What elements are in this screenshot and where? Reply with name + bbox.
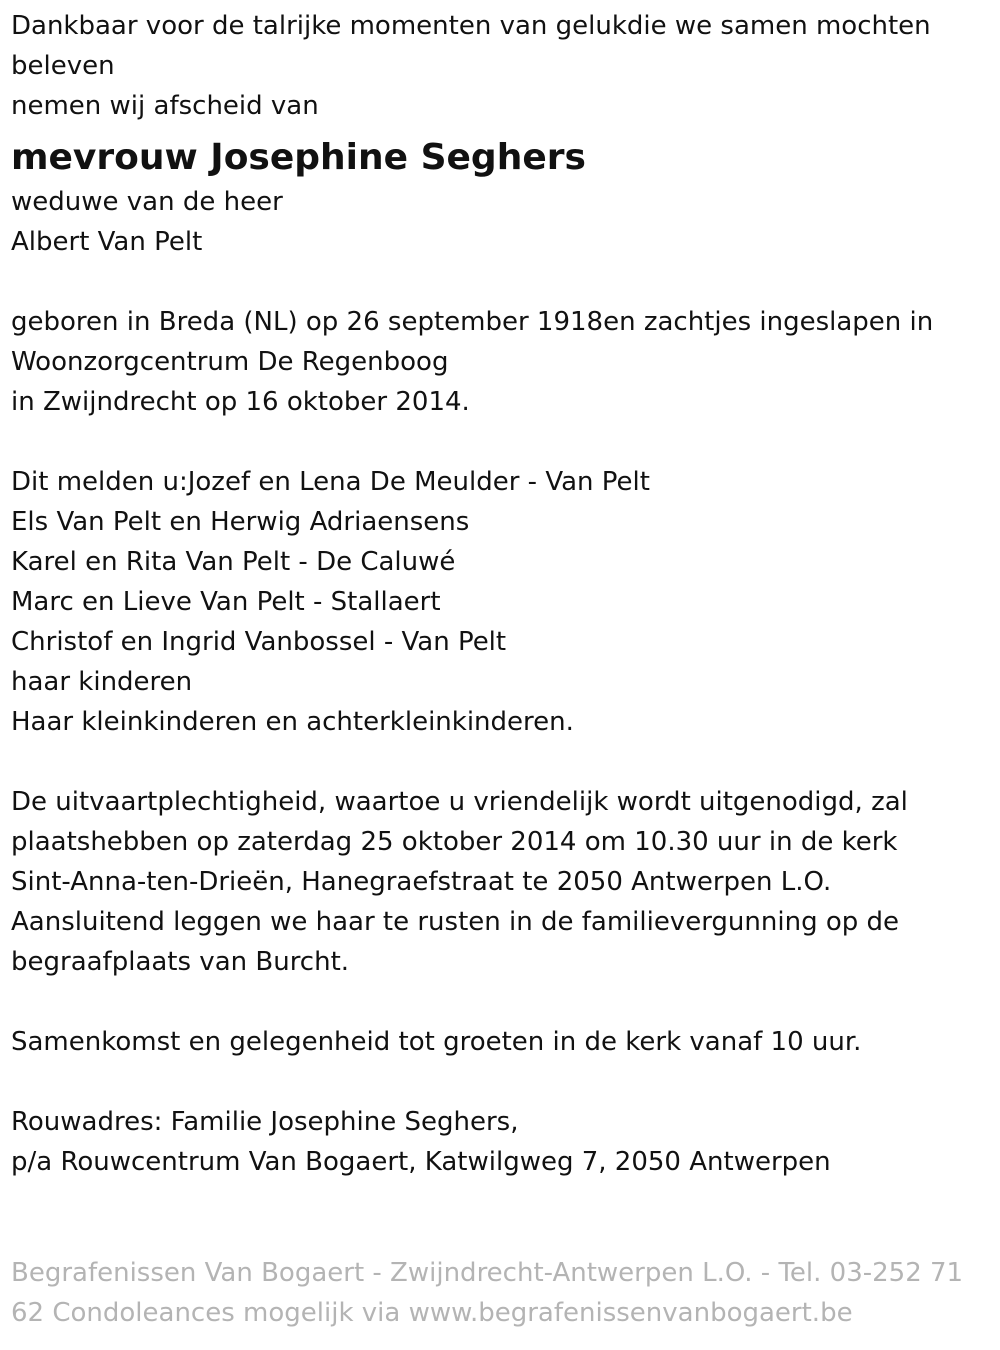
family-line: haar kinderen (11, 667, 193, 697)
gathering-section (11, 1022, 986, 1062)
footer-line: Begrafenissen Van Bogaert - Zwijndrecht-Antwerpen L.O. - Tel. 03-252 71 (11, 1258, 964, 1288)
gathering-line: Samenkomst en gelegenheid tot groeten in de kerk vanaf 10 uur. (11, 1027, 862, 1057)
ceremony-line: De uitvaartplechtigheid, waartoe u vriendelijk wordt uitgenodigd, zal (11, 787, 908, 817)
intro-line: Dankbaar voor de talrijke momenten van gelukdie we samen mochten (11, 11, 931, 41)
family-line: Karel en Rita Van Pelt - De Caluwé (11, 547, 456, 577)
family-line: Haar kleinkinderen en achterkleinkinderen. (11, 707, 574, 737)
ceremony-line: begraafplaats van Burcht. (11, 947, 350, 977)
ceremony-line: plaatshebben op zaterdag 25 oktober 2014 om 10.30 uur in de kerk (11, 827, 898, 857)
ceremony-line: Sint-Anna-ten-Drieën, Hanegraefstraat te 2050 Antwerpen L.O. (11, 867, 832, 897)
spacer (11, 1062, 986, 1102)
family-line: Marc en Lieve Van Pelt - Stallaert (11, 587, 441, 617)
birth-death-line: geboren in Breda (NL) op 26 september 1918en zachtjes ingeslapen in (11, 307, 934, 337)
spacer (11, 982, 986, 1022)
family-line: Christof en Ingrid Vanbossel - Van Pelt (11, 627, 507, 657)
relation-line: Albert Van Pelt (11, 227, 203, 257)
address-line: Rouwadres: Familie Josephine Seghers, (11, 1107, 519, 1137)
deceased-name: mevrouw Josephine Seghers (11, 137, 586, 178)
ceremony-section (11, 782, 986, 982)
address-line: p/a Rouwcentrum Van Bogaert, Katwilgweg 7, 2050 Antwerpen (11, 1147, 831, 1177)
relation-line: weduwe van de heer (11, 187, 283, 217)
intro-line: beleven (11, 51, 115, 81)
ceremony-line: Aansluitend leggen we haar te rusten in de familievergunning op de (11, 907, 900, 937)
spacer (11, 742, 986, 782)
birth-death-line: in Zwijndrecht op 16 oktober 2014. (11, 387, 470, 417)
birth-death-line: Woonzorgcentrum De Regenboog (11, 347, 449, 377)
footer-line: 62 Condoleances mogelijk via www.begrafenissenvanbogaert.be (11, 1298, 853, 1328)
family-line: Dit melden u:Jozef en Lena De Meulder - Van Pelt (11, 467, 650, 497)
address-section (11, 1102, 986, 1182)
family-line: Els Van Pelt en Herwig Adriaensens (11, 507, 470, 537)
spacer (11, 262, 986, 302)
deceased-section (11, 134, 986, 262)
funeral-home-footer (11, 1253, 986, 1333)
intro-line: nemen wij afscheid van (11, 91, 319, 121)
obituary-notice (11, 6, 986, 1182)
intro-section (11, 6, 986, 126)
family-section (11, 462, 986, 742)
spacer (11, 422, 986, 462)
birth-death-section (11, 302, 986, 422)
